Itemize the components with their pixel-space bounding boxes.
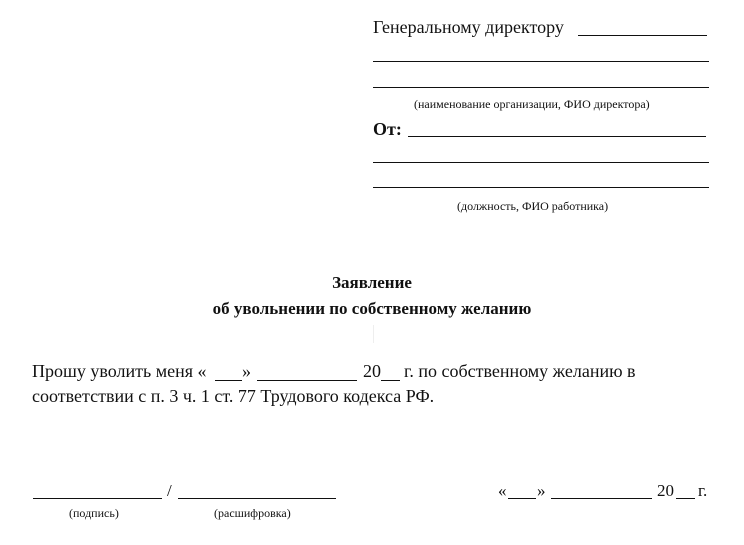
year-field[interactable] bbox=[381, 380, 400, 381]
date-close-quote: » bbox=[537, 481, 546, 500]
organization-field-line-1[interactable] bbox=[373, 61, 709, 62]
decoding-caption: (расшифровка) bbox=[214, 506, 291, 520]
from-field-line-2[interactable] bbox=[373, 162, 709, 163]
to-label: Генеральному директору bbox=[373, 17, 564, 37]
date-year-suffix: г. bbox=[698, 481, 708, 500]
decoding-field[interactable] bbox=[178, 498, 336, 499]
from-field-line-1[interactable] bbox=[408, 136, 706, 137]
organization-field-line-2[interactable] bbox=[373, 87, 709, 88]
from-field-line-3[interactable] bbox=[373, 187, 709, 188]
body-part-3: 20 bbox=[363, 361, 381, 381]
director-name-field[interactable] bbox=[578, 35, 707, 36]
date-open-quote: « bbox=[498, 481, 507, 500]
day-field[interactable] bbox=[215, 380, 242, 381]
date-year-field[interactable] bbox=[676, 498, 695, 499]
from-label: От: bbox=[373, 119, 402, 139]
text-cursor-mark bbox=[373, 325, 374, 343]
body-part-1: Прошу уволить меня « bbox=[32, 361, 207, 381]
title-line-1: Заявление bbox=[332, 273, 412, 292]
signature-separator: / bbox=[167, 481, 172, 500]
title-line-2: об увольнении по собственному желанию bbox=[212, 299, 532, 318]
body-line-2: соответствии с п. 3 ч. 1 ст. 77 Трудового кодекса РФ. bbox=[32, 386, 435, 406]
signature-field[interactable] bbox=[33, 498, 162, 499]
date-day-field[interactable] bbox=[508, 498, 536, 499]
to-caption: (наименование организации, ФИО директора) bbox=[414, 97, 650, 111]
body-part-2: » bbox=[242, 361, 251, 381]
month-field[interactable] bbox=[257, 380, 357, 381]
body-part-4: г. по собственному желанию в bbox=[404, 361, 636, 381]
date-year-prefix: 20 bbox=[657, 481, 674, 500]
signature-caption: (подпись) bbox=[69, 506, 119, 520]
from-caption: (должность, ФИО работника) bbox=[457, 199, 609, 213]
date-month-field[interactable] bbox=[551, 498, 652, 499]
